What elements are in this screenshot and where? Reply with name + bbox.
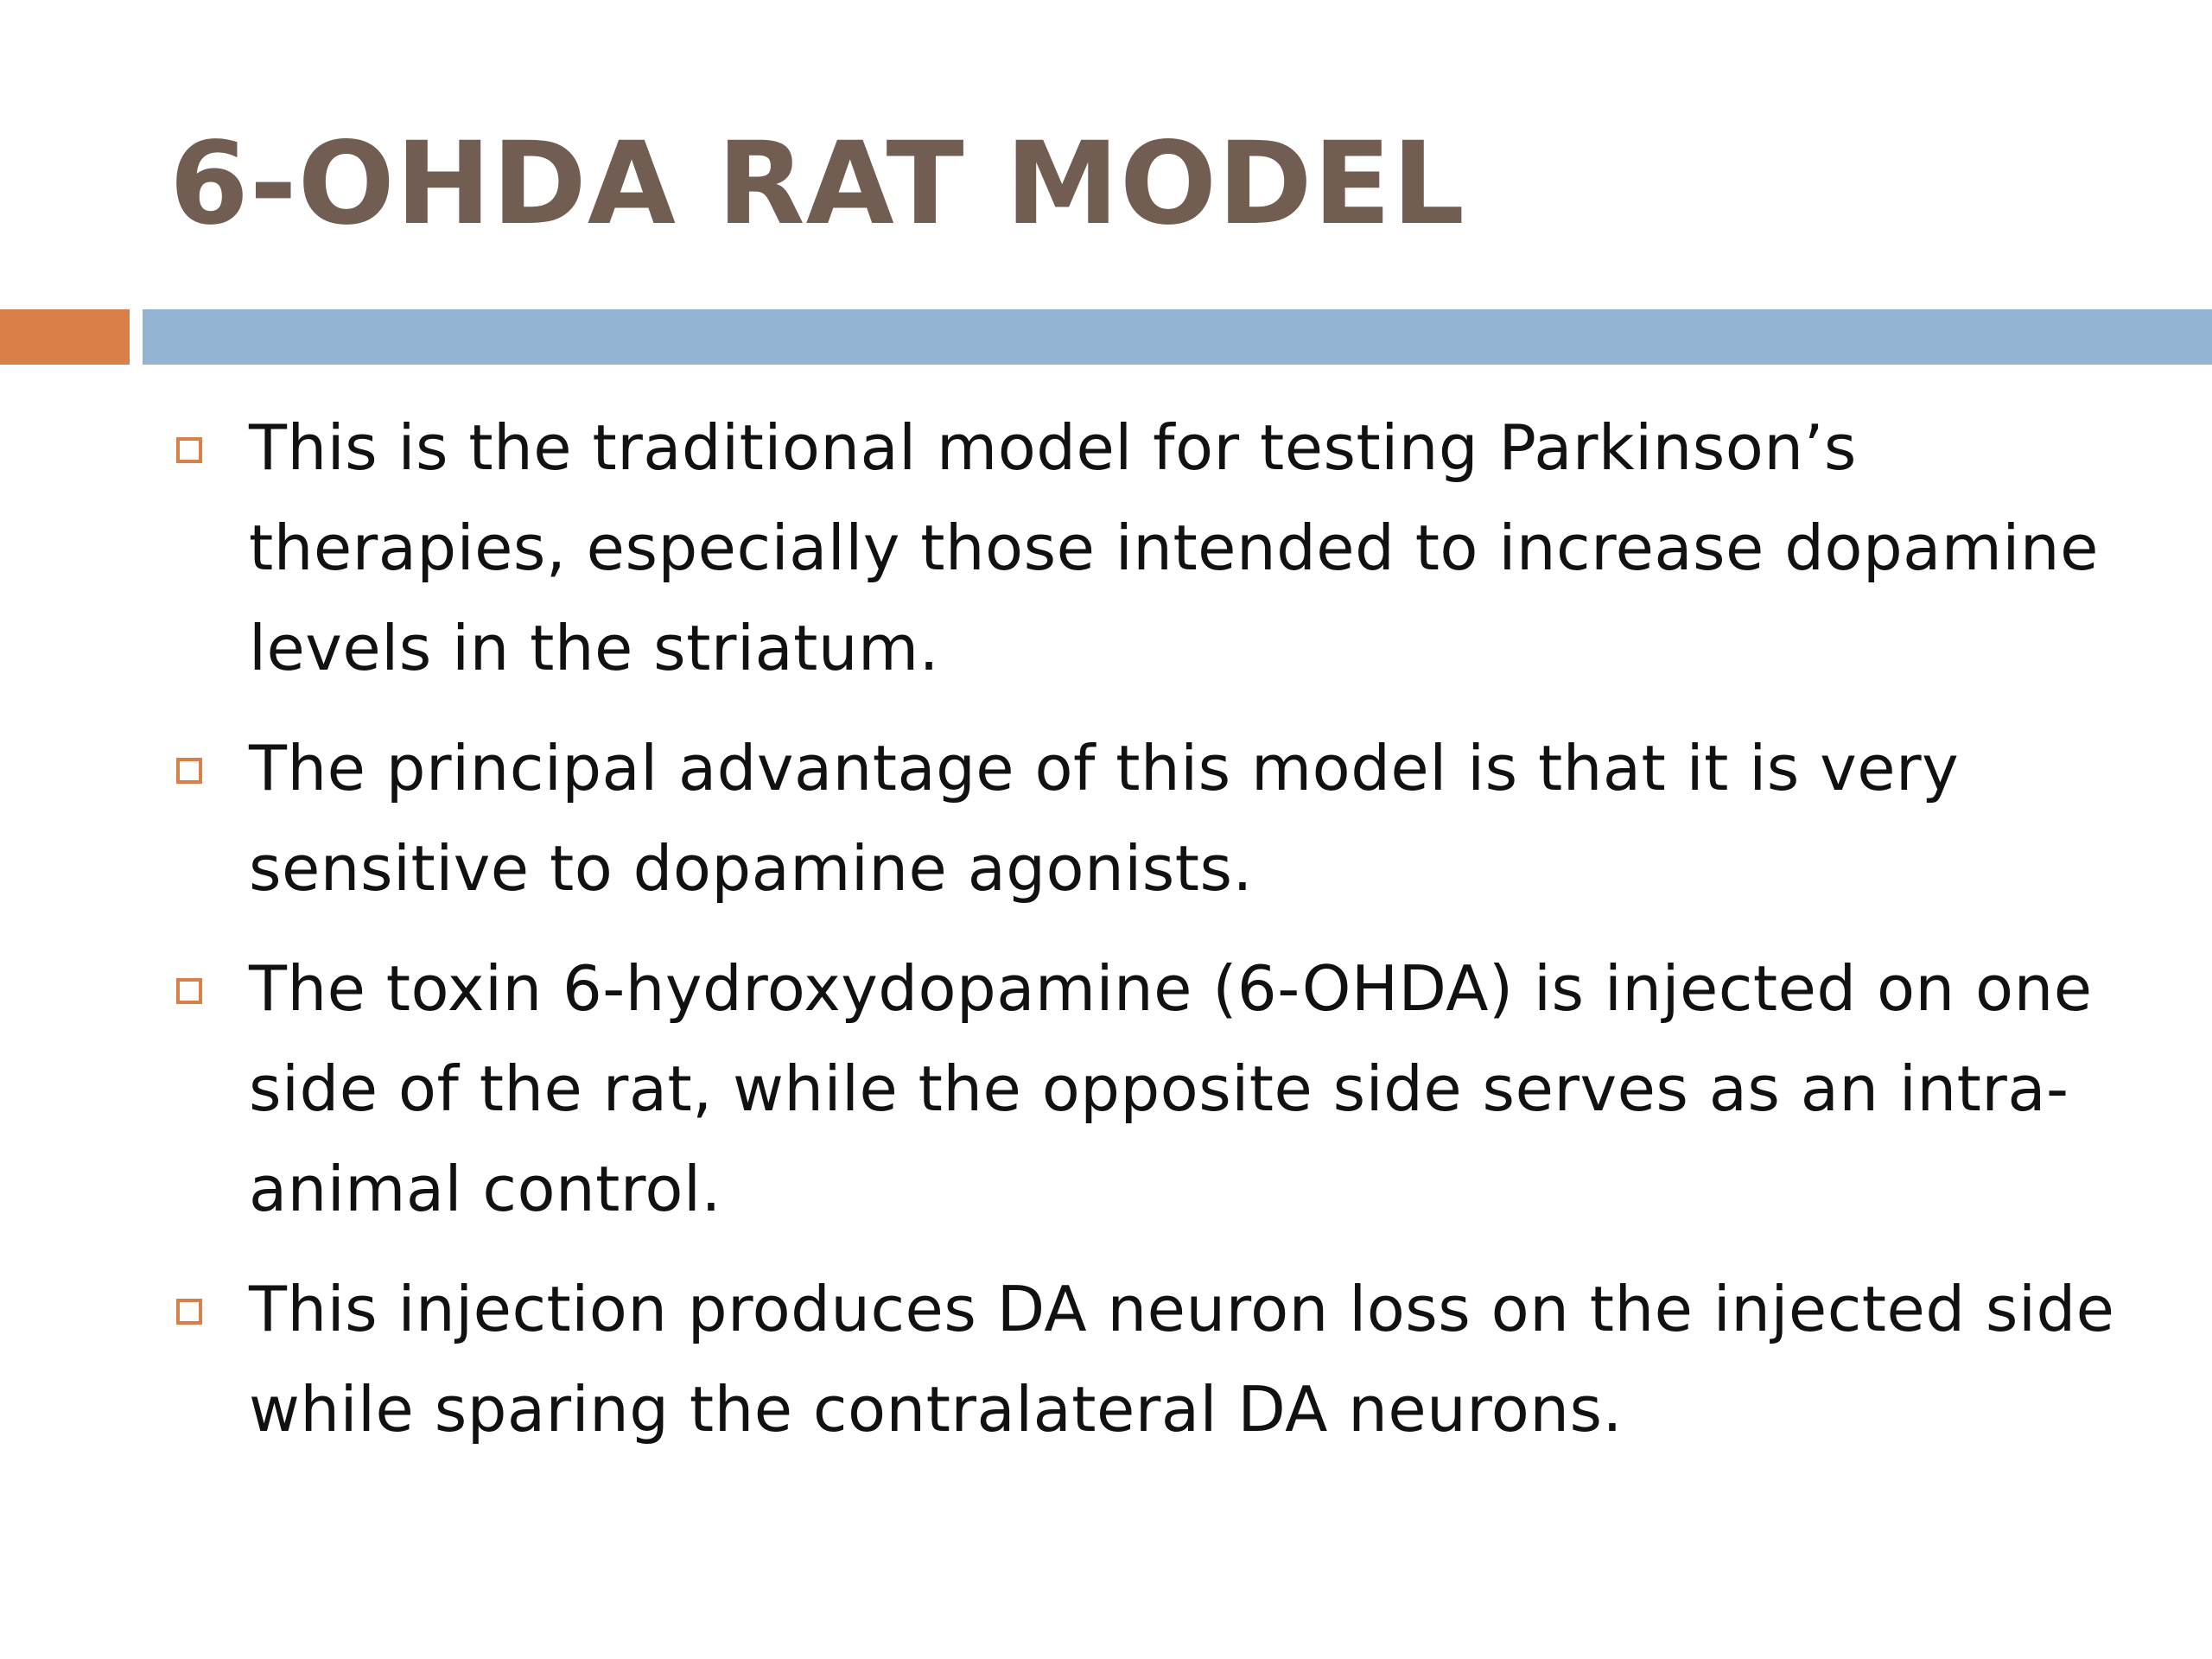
bullet-text: This is the traditional model for testing Parkinson’s therapies, especially those intended to increase dopamine levels in the striatum.: [249, 411, 2099, 684]
slide-title: 6-OHDA RAT MODEL: [169, 118, 1465, 251]
hollow-square-icon: [176, 978, 202, 1004]
bullet-list: [169, 397, 2122, 1479]
bullet-item: [169, 1259, 2122, 1459]
hollow-square-icon: [176, 437, 202, 463]
accent-bar-blue: [143, 309, 2212, 365]
bullet-text: The principal advantage of this model is that it is very sensitive to dopamine agonists.: [249, 732, 1960, 905]
hollow-square-icon: [176, 758, 202, 784]
hollow-square-icon: [176, 1299, 202, 1325]
bullet-text: This injection produces DA neuron loss on the injected side while sparing the contralateral DA neurons.: [249, 1273, 2115, 1446]
bullet-text: The toxin 6-hydroxydopamine (6-OHDA) is injected on one side of the rat, while the opposite side serves as an intra-animal control.: [249, 952, 2093, 1225]
bullet-item: [169, 718, 2122, 918]
accent-bar-orange: [0, 309, 130, 365]
bullet-item: [169, 397, 2122, 698]
bullet-item: [169, 938, 2122, 1239]
